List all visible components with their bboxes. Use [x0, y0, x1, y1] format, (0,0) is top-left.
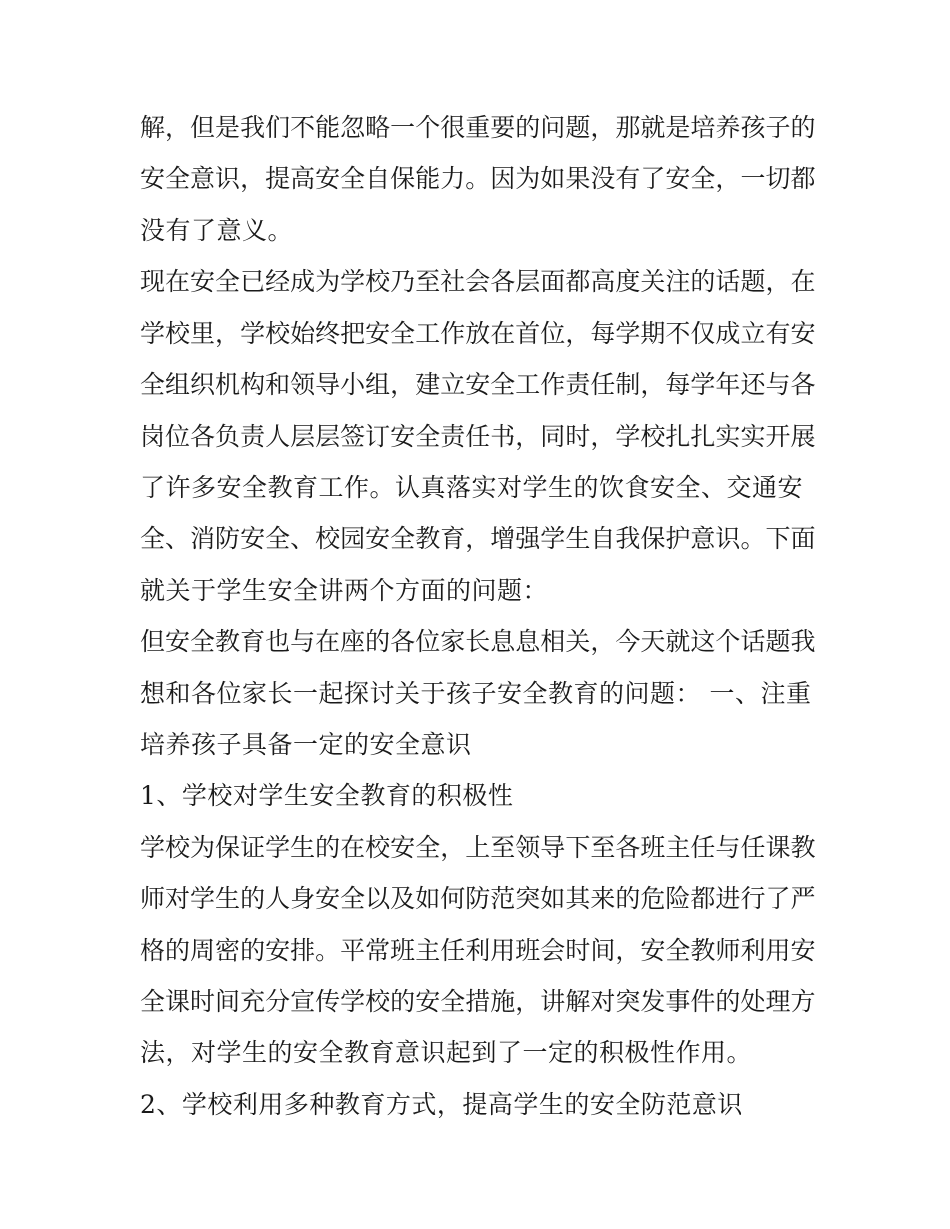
- text-line: 没有了意义。: [140, 216, 294, 245]
- text-line: 学校为保证学生的在校安全，上至领导下至各班主任与任课教: [140, 833, 816, 862]
- text-line: 格的周密的安排。平常班主任利用班会时间，安全教师利用安: [140, 936, 816, 965]
- text-line: 岗位各负责人层层签订安全责任书，同时，学校扎扎实实开展: [140, 422, 816, 451]
- section-heading: 1、学校对学生安全教育的积极性: [140, 781, 514, 810]
- section-heading: 2、学校利用多种教育方式，提高学生的安全防范意识: [140, 1090, 743, 1119]
- text-line: 解，但是我们不能忽略一个很重要的问题，那就是培养孩子的: [140, 113, 816, 142]
- text-line: 全、消防安全、校园安全教育，增强学生自我保护意识。下面: [140, 524, 816, 553]
- text-line: 安全意识，提高安全自保能力。因为如果没有了安全，一切都: [140, 164, 816, 193]
- text-line: 了许多安全教育工作。认真落实对学生的饮食安全、交通安: [140, 473, 804, 502]
- text-line: 现在安全已经成为学校乃至社会各层面都高度关注的话题，在: [140, 267, 816, 296]
- text-line: 全课时间充分宣传学校的安全措施，讲解对突发事件的处理方: [140, 987, 816, 1016]
- text-line: 学校里，学校始终把安全工作放在首位，每学期不仅成立有安: [140, 319, 816, 348]
- text-line: 就关于学生安全讲两个方面的问题：: [140, 576, 549, 605]
- text-line: 但安全教育也与在座的各位家长息息相关，今天就这个话题我: [140, 627, 816, 656]
- text-line: 全组织机构和领导小组，建立安全工作责任制，每学年还与各: [140, 370, 816, 399]
- text-line: 想和各位家长一起探讨关于孩子安全教育的问题： 一、注重: [140, 679, 812, 708]
- text-line: 法，对学生的安全教育意识起到了一定的积极性作用。: [140, 1038, 753, 1067]
- text-line: 培养孩子具备一定的安全意识: [140, 730, 472, 759]
- text-line: 师对学生的人身安全以及如何防范突如其来的危险都进行了严: [140, 884, 816, 913]
